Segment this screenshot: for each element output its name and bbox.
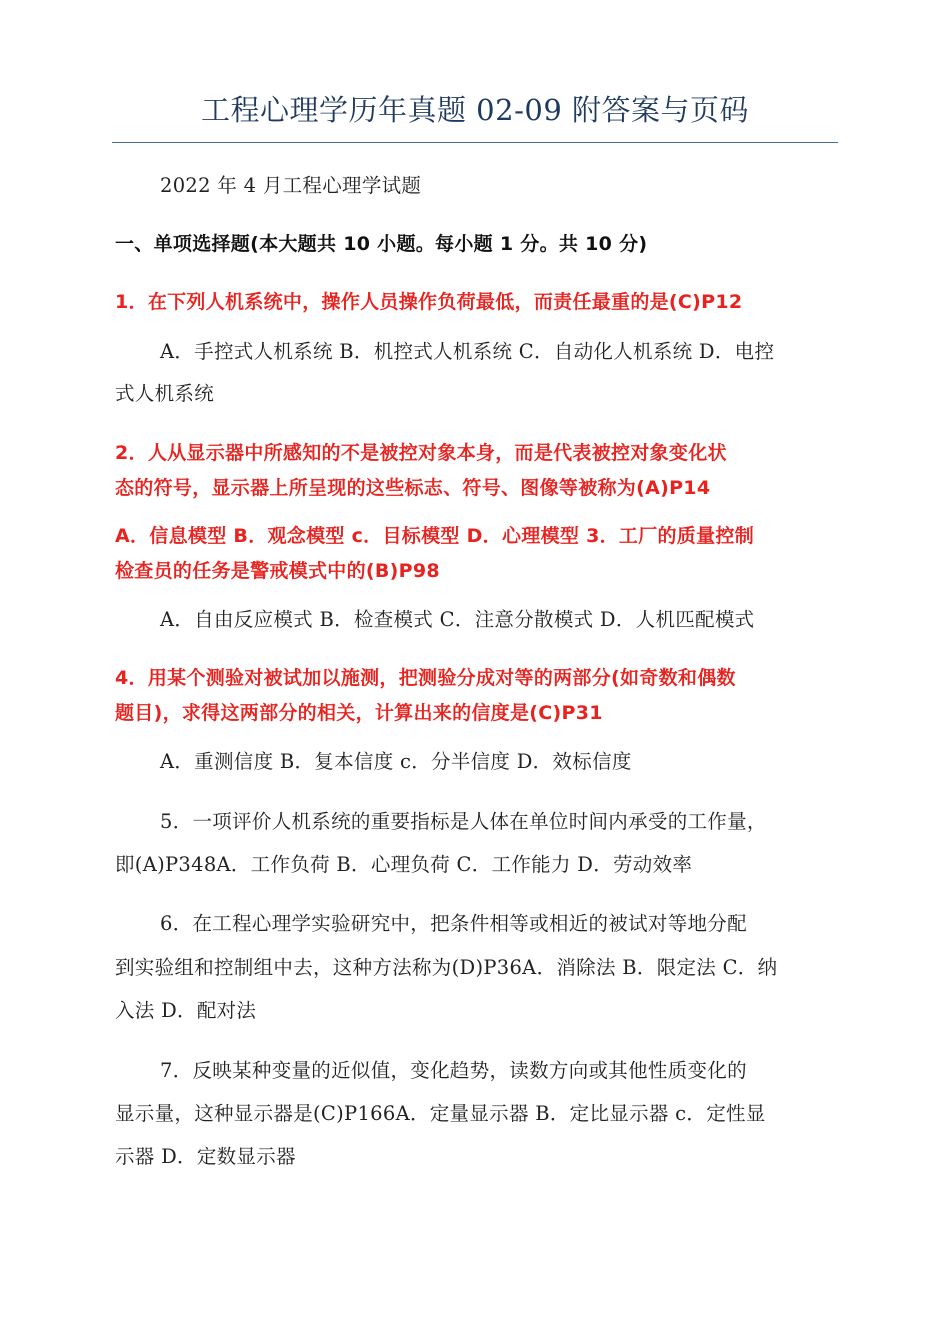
- document-title: 工程心理学历年真题 02-09 附答案与页码: [200, 93, 750, 127]
- question-7: 7．反映某种变量的近似值，变化趋势，读数方向或其他性质变化的: [160, 1059, 747, 1082]
- question-2-cont: 态的符号，显示器上所呈现的这些标志、符号、图像等被称为(A)P14: [115, 477, 711, 499]
- question-6: 6．在工程心理学实验研究中，把条件相等或相近的被试对等地分配: [160, 912, 747, 935]
- question-2-options: A．信息模型 B．观念模型 c．目标模型 D．心理模型 3．工厂的质量控制: [115, 525, 755, 547]
- question-3-options: A．自由反应模式 B．检查模式 C．注意分散模式 D．人机匹配模式: [160, 608, 755, 631]
- question-7-cont-2: 示器 D．定数显示器: [115, 1145, 296, 1168]
- question-3: 检查员的任务是警戒模式中的(B)P98: [115, 560, 440, 582]
- section-heading: 一、单项选择题(本大题共 10 小题。每小题 1 分。共 10 分): [115, 233, 648, 255]
- question-5-cont: 即(A)P348A．工作负荷 B．心理负荷 C．工作能力 D．劳动效率: [115, 853, 693, 876]
- question-6-cont: 到实验组和控制组中去，这种方法称为(D)P36A．消除法 B．限定法 C．纳: [115, 956, 778, 979]
- question-5: 5．一项评价人机系统的重要指标是人体在单位时间内承受的工作量，: [160, 810, 767, 833]
- question-7-cont: 显示量，这种显示器是(C)P166A．定量显示器 B．定比显示器 c．定性显: [115, 1102, 766, 1125]
- question-4-options: A．重测信度 B．复本信度 c．分半信度 D．效标信度: [160, 750, 632, 773]
- question-1-options-cont: 式人机系统: [115, 382, 215, 405]
- question-4: 4．用某个测验对被试加以施测，把测验分成对等的两部分(如奇数和偶数: [115, 667, 736, 689]
- question-6-cont-2: 入法 D．配对法: [115, 999, 257, 1022]
- title-divider: [112, 142, 838, 143]
- question-2: 2．人从显示器中所感知的不是被控对象本身，而是代表被控对象变化状: [115, 442, 727, 464]
- question-1-options: A．手控式人机系统 B．机控式人机系统 C．自动化人机系统 D．电控: [160, 340, 775, 363]
- exam-title: 2022 年 4 月工程心理学试题: [160, 174, 422, 197]
- question-1: 1．在下列人机系统中，操作人员操作负荷最低，而责任最重的是(C)P12: [115, 291, 743, 313]
- question-4-cont: 题目)，求得这两部分的相关，计算出来的信度是(C)P31: [115, 702, 603, 724]
